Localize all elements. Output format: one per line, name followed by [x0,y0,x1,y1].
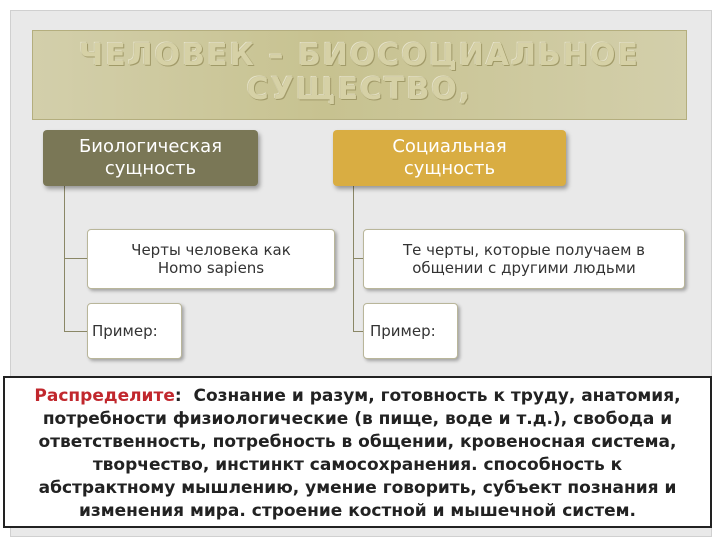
social-traits-line-1: Те черты, которые получаем в [402,241,646,259]
social-header-line-2: сущность [403,158,496,179]
task-text-line-5: абстрактному мышлению, умение говорить, субъект познания и [38,478,677,498]
task-box [3,376,712,528]
task-text-line-2: потребности физиологические (в пище, воде и т.д.), свобода и [42,409,673,429]
biological-example-box [87,303,182,359]
connector-left-1 [64,186,88,259]
biological-header-line-1: Биологическая [78,136,223,157]
biological-header-line-2: сущность [104,158,197,179]
task-line-1 [11,385,704,408]
biological-traits-box [87,229,335,289]
biological-essence-header [43,130,258,186]
social-example-box [363,303,458,359]
social-header-line-1: Социальная [392,136,507,157]
slide-title [33,39,686,107]
connector-left-2 [64,258,88,332]
title-line-1: ЧЕЛОВЕК – БИОСОЦИАЛЬНОЕ [79,38,640,73]
social-essence-header [333,130,566,186]
task-text-line-3: ответственность, потребность в общении, кровеносная система, [38,432,677,452]
task-text-line-1: Сознание и разум, готовность к труду, анатомия, [193,386,681,406]
biological-example-label: Пример: [92,322,158,340]
social-example-label: Пример: [370,322,436,340]
biological-traits-line-2: Homo sapiens [157,259,265,277]
task-lead-colon: : [174,386,182,406]
biological-traits-line-1: Черты человека как [131,241,291,259]
title-banner [32,30,687,120]
social-traits-box [363,229,685,289]
task-text-line-6: изменения мира. строение костной и мышечной систем. [78,501,637,521]
task-text-line-4: творчество, инстинкт самосохранения. способность к [92,455,623,475]
social-traits-line-2: общении с другими людьми [412,259,636,277]
task-lead-word: Распределите [34,386,175,406]
title-line-2: СУЩЕСТВО, [246,72,473,107]
